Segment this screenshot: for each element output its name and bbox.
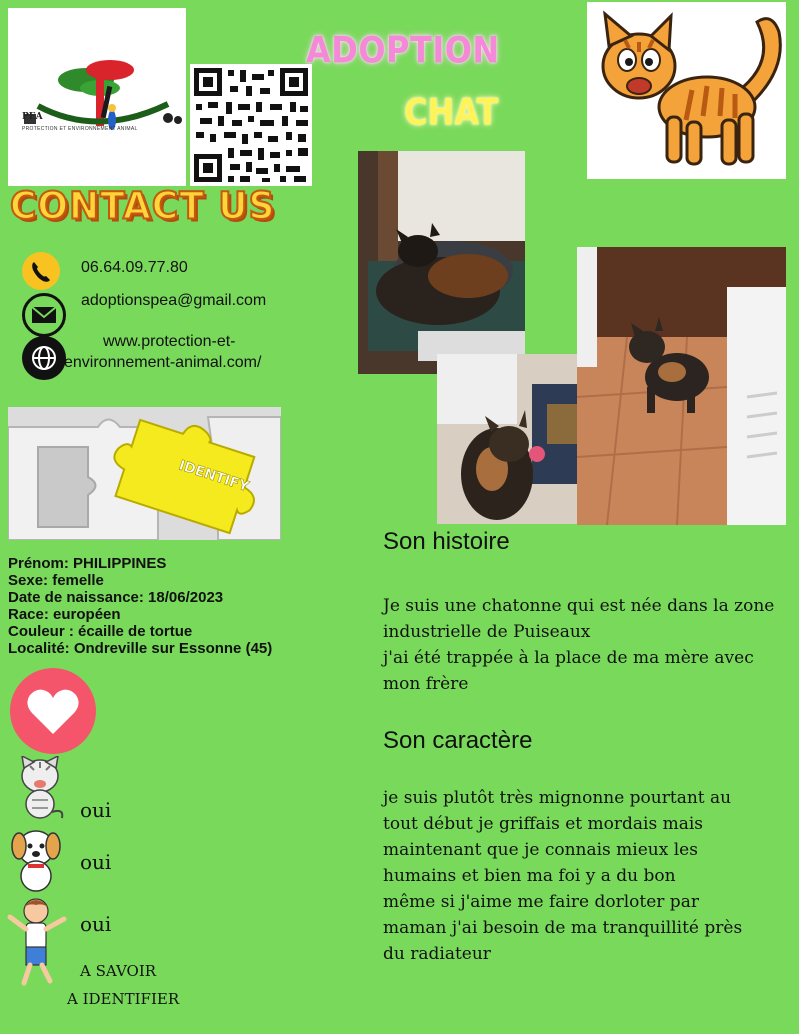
character-line: tout début je griffais et mordais mais [383, 814, 703, 834]
website-line1[interactable]: www.protection-et- [103, 333, 236, 350]
title-adoption: ADOPTION [306, 28, 500, 72]
note-a-identifier: A IDENTIFIER [67, 990, 180, 1008]
heart-icon [10, 668, 96, 754]
cartoon-cat-image [587, 2, 786, 179]
website-line2[interactable]: environnement-animal.com/ [64, 354, 262, 371]
pet-sex: Sexe: femelle [8, 572, 104, 589]
character-heading: Son caractère [383, 727, 533, 754]
title-chat: CHAT [404, 90, 499, 134]
identify-puzzle-image [8, 407, 281, 540]
character-line: même si j'aime me faire dorloter par [383, 892, 699, 912]
mail-icon [22, 293, 66, 337]
child-icon [6, 895, 68, 990]
character-text [383, 785, 742, 967]
cartoon-cat-icon [587, 2, 786, 179]
qr-code-icon [190, 64, 312, 186]
story-line: j'ai été trappée à la place de ma mère avec [383, 648, 754, 668]
contact-us-title: CONTACT US [10, 184, 276, 229]
photo-cat-by-bowl [437, 354, 577, 524]
cat-icon [14, 756, 66, 822]
character-line: du radiateur [383, 944, 491, 964]
compat-children-value: oui [80, 912, 112, 936]
phone-icon [22, 252, 60, 290]
pet-color: Couleur : écaille de tortue [8, 623, 193, 640]
compat-dogs-value: oui [80, 850, 112, 874]
dog-icon [8, 824, 64, 894]
qr-code[interactable] [190, 64, 312, 186]
identify-label: IDENTIFY [176, 457, 251, 496]
story-line: Je suis une chatonne qui est née dans la zone [383, 596, 775, 616]
logo-caption: PROTECTION ET ENVIRONNEMENT ANIMAL [22, 126, 138, 132]
character-line: maman j'ai besoin de ma tranquillité près [383, 918, 743, 938]
character-line: humains et bien ma foi y a du bon [383, 866, 676, 886]
pet-birthdate: Date de naissance: 18/06/2023 [8, 589, 224, 606]
phone-number[interactable]: 06.64.09.77.80 [81, 259, 188, 276]
pet-info [8, 555, 272, 657]
character-line: maintenant que je connais mieux les [383, 840, 698, 860]
pet-breed: Race: européen [8, 606, 121, 623]
pet-location: Localité: Ondreville sur Essonne (45) [8, 640, 273, 657]
logo-badge: PEA [22, 112, 43, 122]
compat-cats-value: oui [80, 798, 112, 822]
story-line: industrielle de Puiseaux [383, 622, 591, 642]
association-logo [8, 8, 186, 186]
photo-cat-on-cushion [358, 151, 525, 374]
story-text [383, 593, 774, 697]
email-address[interactable]: adoptionspea@gmail.com [81, 292, 267, 309]
story-line: mon frère [383, 674, 469, 694]
note-a-savoir: A SAVOIR [80, 962, 157, 980]
globe-icon [22, 336, 66, 380]
character-line: je suis plutôt très mignonne pourtant au [383, 788, 732, 808]
tree-logo-icon [8, 8, 186, 186]
pet-name: Prénom: PHILIPPINES [8, 555, 167, 572]
photo-kitten-on-tiles [577, 247, 786, 525]
story-heading: Son histoire [383, 528, 510, 555]
